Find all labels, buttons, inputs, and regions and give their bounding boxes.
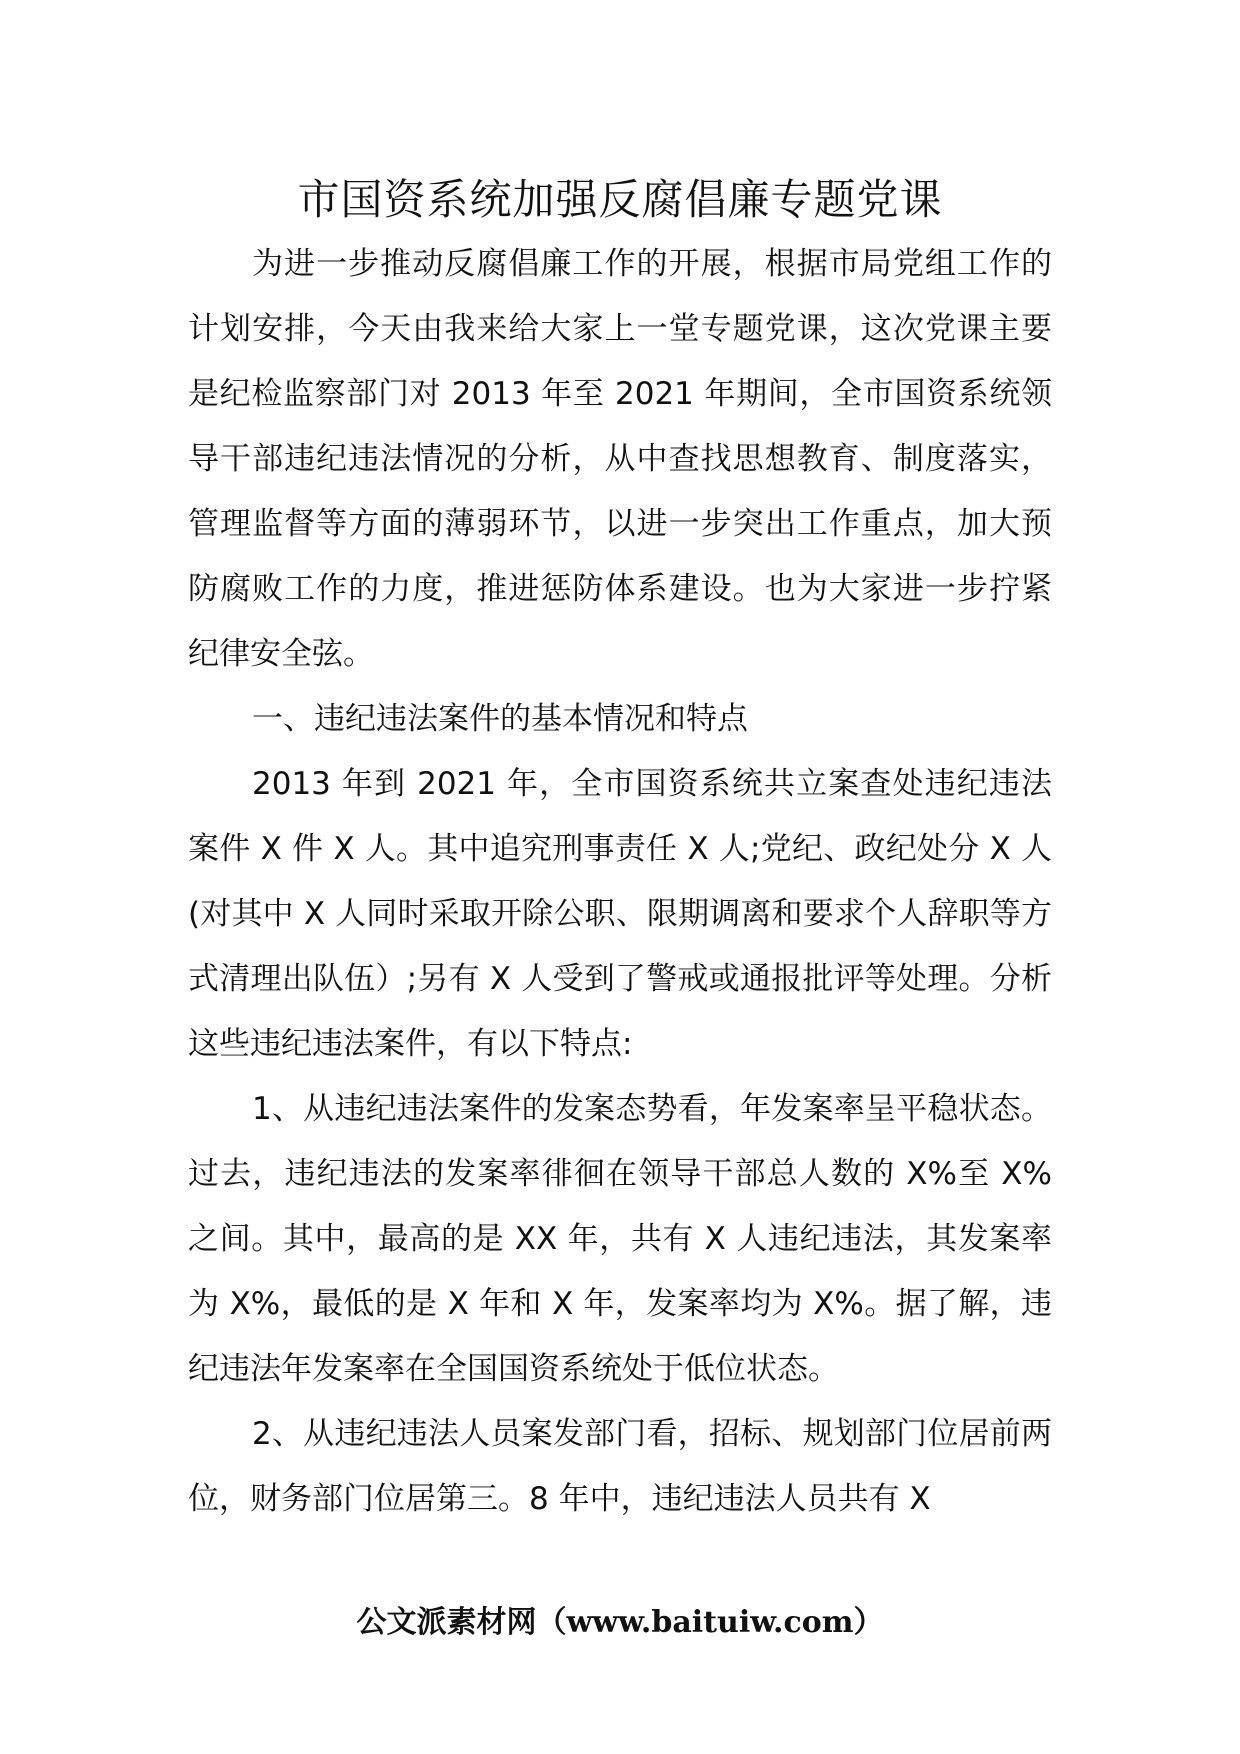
- section-heading: 一、违纪违法案件的基本情况和特点: [252, 701, 748, 737]
- paragraph-case-summary: 2013 年到 2021 年，全市国资系统共立案查处违纪违法案件 X 件 X 人。其中追究刑事责任 X 人;党纪、政纪处分 X 人(对其中 X 人同时采取开除公职、限期调离和要求个人辞职等方式清理出队伍）;另有 X 人受到了警戒或通报批评等处理。分析这些违纪违法案件，有以下特点:: [188, 766, 1052, 1062]
- paragraph-point-1: 1、从违纪违法案件的发案态势看，年发案率呈平稳状态。过去，违纪违法的发案率徘徊在领导干部总人数的 X%至 X%之间。其中，最高的是 XX 年，共有 X 人违纪违法，其发案率为 X%，最低的是 X 年和 X 年，发案率均为 X%。据了解，违纪违法年发案率在全国国资系统处于低位状态。: [188, 1091, 1052, 1387]
- document-title: 市国资系统加强反腐倡廉专题党课: [297, 175, 943, 224]
- paragraph-point-2: 2、从违纪违法人员案发部门看，招标、规划部门位居前两位，财务部门位居第三。8 年中，违纪违法人员共有 X: [188, 1416, 1052, 1517]
- paragraph-intro: 为进一步推动反腐倡廉工作的开展，根据市局党组工作的计划安排，今天由我来给大家上一堂专题党课，这次党课主要是纪检监察部门对 2013 年至 2021 年期间，全市国资系统领导干部违纪违法情况的分析，从中查找思想教育、制度落实，管理监督等方面的薄弱环节，以进一步突出工作重点，加大预防腐败工作的力度，推进惩防体系建设。也为大家进一步拧紧纪律安全弦。: [188, 246, 1052, 672]
- footer-watermark: 公文派素材网（www.baituiw.com）: [356, 1605, 884, 1640]
- document-body: [188, 232, 1052, 1532]
